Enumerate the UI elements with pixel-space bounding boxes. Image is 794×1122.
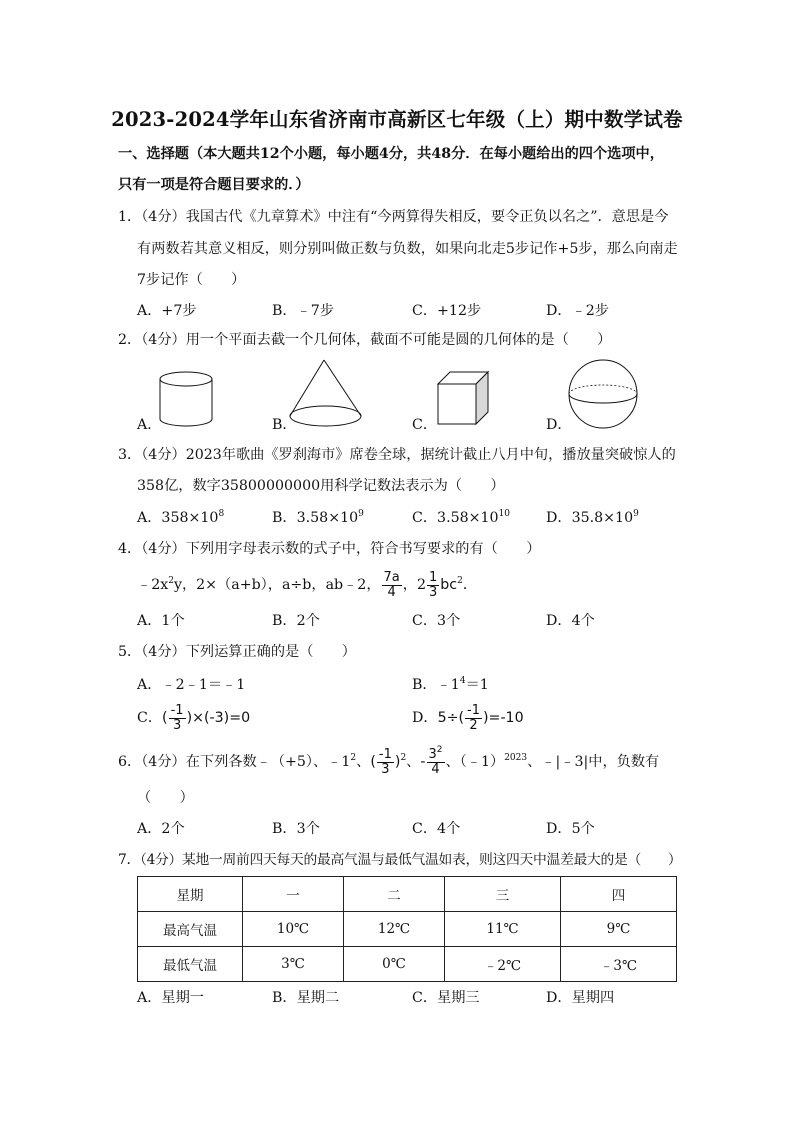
table-header-row: [138, 877, 677, 912]
q4-frac2-numerator: 1: [429, 569, 438, 585]
q5-option-d-fraction: [465, 704, 482, 733]
table-cell: 3℃: [243, 947, 344, 982]
table-cell: 二: [344, 877, 445, 912]
table-cell: ﹣3℃: [561, 947, 677, 982]
q5-option-d-open: 5÷(: [437, 710, 465, 726]
temperature-table: [137, 876, 677, 982]
q5-option-b[interactable]: [412, 673, 489, 697]
q6-frac1-close: ): [394, 754, 401, 770]
q5-option-c-fraction: [169, 704, 186, 733]
q5-option-c-numerator: [169, 704, 186, 719]
q2-option-a[interactable]: A．: [137, 417, 162, 433]
q2-option-c[interactable]: C．: [412, 417, 438, 433]
q4-expr-b: y，2×（a+b），a÷b，ab﹣2，: [173, 577, 381, 593]
q3-option-b[interactable]: [272, 506, 364, 530]
q4-option-b[interactable]: B．2个: [272, 613, 320, 629]
table-cell: 最高气温: [138, 912, 243, 947]
table-cell: 星期: [138, 877, 243, 912]
q5-option-b-base: B．﹣1: [412, 677, 460, 693]
q6-frac1-numerator: [377, 748, 394, 763]
q5-option-c[interactable]: [137, 700, 250, 736]
q5-option-b-exponent: 4: [459, 676, 466, 686]
q6-frac2-num-exponent: 2: [436, 744, 443, 755]
q3-option-b-base: B．3.58×10: [272, 510, 359, 526]
q3-line2: 358亿，数字35800000000用科学记数法表示为（ ）: [137, 478, 505, 494]
q5-option-c-open: (: [162, 710, 168, 726]
table-cell: 一: [243, 877, 344, 912]
q1-line2: 有两数若其意义相反，则分别叫做正数与负数，如果向北走5步记作+5步，那么向南走: [137, 241, 678, 257]
q5-option-d-label: D．: [412, 710, 438, 726]
q6-fraction-2: [427, 744, 445, 777]
q5-option-c-minus: -: [170, 702, 176, 718]
table-cell: 最低气温: [138, 947, 243, 982]
q6-frac1-denominator: 3: [381, 761, 390, 777]
q3-option-a-exponent: 8: [218, 509, 225, 519]
q6-fraction-1: [377, 748, 394, 777]
q1-option-a[interactable]: A．+7步: [137, 303, 197, 319]
q3-option-a[interactable]: [137, 506, 224, 530]
q3-option-d-base: D．35.8×10: [546, 510, 634, 526]
q3-option-a-base: A．358×10: [137, 510, 219, 526]
q3-option-c-base: C．3.58×10: [412, 510, 499, 526]
q6-frac1-exponent: 2: [400, 753, 407, 763]
q2-option-b[interactable]: B．: [272, 417, 297, 433]
q7-option-b[interactable]: B．星期二: [272, 990, 340, 1006]
q6-frac1-minus: -: [378, 746, 384, 762]
q4-expr-a-exponent: 2: [168, 576, 174, 586]
table-cell: 12℃: [344, 912, 445, 947]
q7-option-c[interactable]: C．星期三: [412, 990, 480, 1006]
q6-stem-b: 、（﹣1）: [445, 754, 505, 770]
table-cell: 9℃: [561, 912, 677, 947]
q2-option-d[interactable]: D．: [546, 417, 572, 433]
q1-line1: 1．（4分）我国古代《九章算术》中注有“今两算得失相反，要令正负以名之”．意思是今: [118, 209, 669, 225]
table-cell: 0℃: [344, 947, 445, 982]
q5-option-c-rest: )×(-3)=0: [186, 710, 251, 726]
q6-stem-a: 6．（4分）在下列各数﹣（+5）、﹣1: [118, 754, 351, 770]
q6-sep2: 、: [406, 754, 421, 770]
q4-fraction-7a-over-4: [382, 571, 402, 600]
q5-option-c-num: 1: [175, 702, 184, 718]
q7-option-a[interactable]: A．星期一: [137, 990, 204, 1006]
q6-stem: [118, 744, 659, 780]
q6-frac2-minus-sign: -: [420, 754, 426, 770]
q5-option-d-minus: -: [467, 702, 472, 718]
cylinder-figure: [158, 370, 214, 428]
q4-expr-d: bc: [440, 577, 458, 593]
table-cell: 三: [445, 877, 561, 912]
q3-option-c[interactable]: [412, 506, 510, 530]
q4-expr-end: ．: [462, 577, 478, 593]
exam-title: 2023-2024学年山东省济南市高新区七年级（上）期中数学试卷: [111, 108, 683, 131]
q5-option-c-label: C．: [137, 710, 163, 726]
q5-option-d[interactable]: [412, 700, 524, 736]
table-cell: 四: [561, 877, 677, 912]
q5-option-b-end: ＝1: [465, 677, 489, 693]
q1-line3: 7步记作（ ）: [137, 272, 246, 288]
q1-option-b[interactable]: B．﹣7步: [272, 303, 335, 319]
q5-option-a[interactable]: A．﹣2﹣1＝﹣1: [137, 677, 246, 693]
q4-expr-c: ，2: [402, 577, 426, 593]
q7-option-d[interactable]: D．星期四: [546, 990, 615, 1006]
q5-stem: 5．（4分）下列运算正确的是（ ）: [118, 644, 356, 660]
q4-stem: 4．（4分）下列用字母表示数的式子中，符合书写要求的有（ ）: [118, 541, 541, 557]
table-row: [138, 912, 677, 947]
q3-option-c-exponent: 10: [498, 509, 511, 519]
table-row: [138, 947, 677, 982]
q4-expr-d-exponent: 2: [457, 576, 463, 586]
q4-option-c[interactable]: C．3个: [412, 613, 461, 629]
q5-option-d-num: 1: [471, 702, 481, 718]
q4-expressions: [137, 567, 477, 603]
cube-figure: [436, 370, 492, 428]
q3-line1: 3．（4分）2023年歌曲《罗刹海市》席卷全球，据统计截止八月中旬，播放量突破惊人的: [118, 447, 676, 463]
q6-frac2-denominator: 4: [431, 761, 440, 777]
table-cell: ﹣2℃: [445, 947, 561, 982]
q1-option-c[interactable]: C．+12步: [412, 303, 482, 319]
q5-option-d-rest: )=-10: [483, 710, 524, 726]
q3-option-d-exponent: 9: [633, 509, 639, 519]
q6-stem-b-exponent: 2023: [504, 753, 528, 763]
q4-frac1-numerator: 7a: [383, 569, 400, 585]
q5-option-d-denominator: 2: [469, 717, 478, 733]
q6-line2: （ ）: [137, 790, 194, 806]
q6-stem-a-exponent: 2: [350, 753, 357, 763]
q6-option-d[interactable]: D．5个: [546, 821, 595, 837]
table-cell: 10℃: [243, 912, 344, 947]
q4-expr-a: ﹣2x: [137, 577, 169, 593]
q2-stem: 2．（4分）用一个平面去截一个几何体，截面不可能是圆的几何体的是（ ）: [118, 332, 612, 348]
q4-frac1-denominator: 4: [387, 584, 396, 600]
sphere-figure: [567, 358, 639, 430]
q6-stem-c: 、﹣|﹣3|中，负数有: [527, 754, 660, 770]
q6-option-b[interactable]: B．3个: [272, 821, 320, 837]
section-heading-line1: 一、选择题（本大题共12个小题，每小题4分，共48分．在每小题给出的四个选项中，: [118, 146, 664, 162]
q6-frac1-num: 1: [383, 746, 392, 762]
q7-stem: 7．（4分）某地一周前四天每天的最高气温与最低气温如表，则这四天中温差最大的是（ ）: [118, 852, 682, 868]
q6-frac2-numerator: [427, 744, 445, 763]
q5-option-d-numerator: [465, 704, 482, 719]
q4-option-d[interactable]: D．4个: [546, 613, 595, 629]
q1-option-d[interactable]: D．﹣2步: [546, 303, 609, 319]
q3-option-d[interactable]: [546, 506, 639, 530]
q6-option-a[interactable]: A．2个: [137, 821, 185, 837]
q4-mixed-fraction: [427, 571, 439, 600]
q4-option-a[interactable]: A．1个: [137, 613, 185, 629]
q6-frac1-open: (: [370, 754, 376, 770]
q5-option-c-denominator: 3: [172, 717, 182, 733]
q6-sep1: 、: [356, 754, 371, 770]
cone-figure: [287, 358, 365, 430]
section-heading-line2: 只有一项是符合题目要求的．）: [118, 177, 310, 193]
q6-frac2-num: 3: [428, 746, 437, 762]
q4-frac2-denominator: 3: [429, 584, 438, 600]
q6-option-c[interactable]: C．4个: [412, 821, 461, 837]
q3-option-b-exponent: 9: [358, 509, 364, 519]
table-cell: 11℃: [445, 912, 561, 947]
